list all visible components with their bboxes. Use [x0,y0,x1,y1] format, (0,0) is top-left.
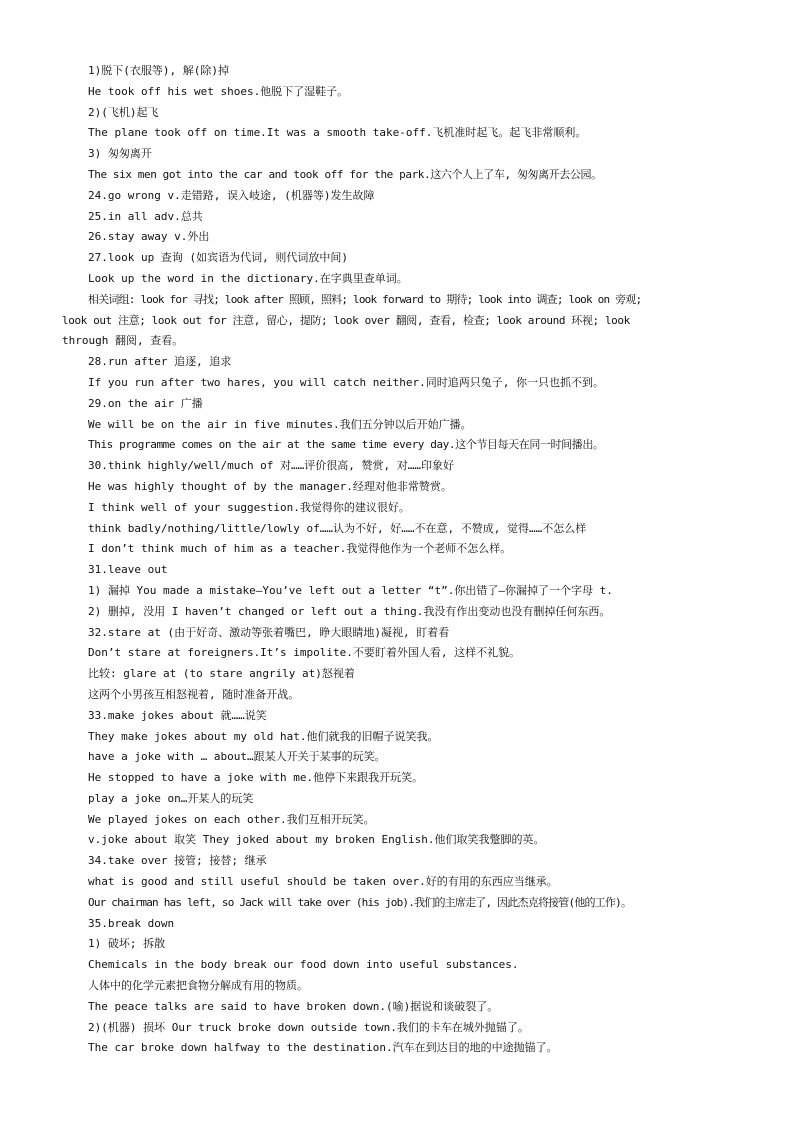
text-line: He stopped to have a joke with me.他停下来跟我开玩笑。 [88,771,424,785]
text-line: Our chairman has left, so Jack will take over (his job).我们的主席走了, 因此杰克将接管(他的工作)。 [88,895,632,909]
text-line: 相关词组: look for 寻找; look after 照顾, 照料; look forward to 期待; look into 调查; look on 旁观; [88,292,642,306]
text-line: The car broke down halfway to the destination.汽车在到达目的地的中途抛锚了。 [88,1041,558,1055]
text-line: 33.make jokes about 就……说笑 [88,708,267,722]
text-line: 3) 匆匆离开 [88,147,152,161]
text-line: The six men got into the car and took off for the park.这六个人上了车, 匆匆离开去公园。 [88,167,602,181]
text-line: think badly/nothing/little/lowly of……认为不好, 好……不在意, 不赞成, 觉得……不怎么样 [88,521,587,535]
text-line: 这两个小男孩互相怒视着, 随时准备开战。 [88,687,300,701]
text-line: 32.stare at (由于好奇、激动等张着嘴巴, 睁大眼睛地)凝视, 盯着看 [88,625,450,639]
text-line: look out 注意; look out for 注意, 留心, 提防; look over 翻阅, 查看, 检查; look around 环视; look [62,313,630,327]
text-line: through 翻阅, 查看。 [62,334,184,348]
text-line: This programme comes on the air at the same time every day.这个节目每天在同一时间播出。 [88,438,604,452]
text-line: 1) 破坏; 拆散 [88,937,166,951]
text-line: 31.leave out [88,563,168,577]
text-line: We played jokes on each other.我们互相开玩笑。 [88,812,375,826]
text-line: 28.run after 追逐, 追求 [88,355,232,369]
text-line: 35.break down [88,916,175,930]
text-line: 1) 漏掉 You made a mistake—You’ve left out a letter “t”.你出错了—你漏掉了一个字母 t. [88,583,613,597]
text-line: 1)脱下(衣服等), 解(除)掉 [88,64,229,77]
text-line: 30.think highly/well/much of 对……评价很高, 赞赏, 对……印象好 [88,459,455,473]
text-line: I think well of your suggestion.我觉得你的建议很好。 [88,500,410,514]
text-line: 25.in all adv.总共 [88,209,203,223]
text-line: what is good and still useful should be taken over.好的有用的东西应当继承。 [88,875,558,889]
text-line: The plane took off on time.It was a smooth take-off.飞机准时起飞。起飞非常顺利。 [88,126,587,140]
text-line: 比较: glare at (to stare angrily at)怒视着 [88,667,355,681]
text-line: have a joke with … about…跟某人开关于某事的玩笑。 [88,750,386,764]
text-line: 2)(机器) 损坏 Our truck broke down outside town.我们的卡车在城外抛锚了。 [88,1020,529,1034]
text-line: We will be on the air in five minutes.我们五分钟以后开始广播。 [88,417,472,431]
text-line: Look up the word in the dictionary.在字典里查单词。 [88,271,408,285]
text-line: Chemicals in the body break our food down into useful substances. [88,958,519,972]
text-line: 26.stay away v.外出 [88,230,210,244]
text-line: 2) 删掉, 没用 I haven’t changed or left out a thing.我没有作出变动也没有删掉任何东西。 [88,604,611,618]
text-line: 27.look up 查询 (如宾语为代词, 则代词放中间) [88,251,348,265]
text-line: 人体中的化学元素把食物分解成有用的物质。 [88,979,308,993]
text-line: Don’t stare at foreigners.It’s impolite.不要盯着外国人看, 这样不礼貌。 [88,646,521,660]
text-line: I don’t think much of him as a teacher.我觉得他作为一个老师不怎么样。 [88,542,512,556]
text-line: 34.take over 接管; 接替; 继承 [88,854,267,868]
text-line: 2)(飞机)起飞 [88,105,159,119]
text-line: They make jokes about my old hat.他们就我的旧帽子说笑我。 [88,729,439,743]
text-line: v.joke about 取笑 They joked about my broken English.他们取笑我蹩脚的英。 [88,833,545,847]
text-line: 29.on the air 广播 [88,396,203,410]
text-line: If you run after two hares, you will catch neither.同时追两只兔子, 你一只也抓不到。 [88,375,604,389]
text-line: play a joke on…开某人的玩笑 [88,791,254,805]
text-line: He took off his wet shoes.他脱下了湿鞋子。 [88,84,349,98]
text-line: The peace talks are said to have broken down.(喻)据说和谈破裂了。 [88,999,499,1013]
text-line: He was highly thought of by the manager.经理对他非常赞赏。 [88,479,452,493]
text-line: 24.go wrong v.走错路, 误入岐途, (机器等)发生故障 [88,188,375,202]
